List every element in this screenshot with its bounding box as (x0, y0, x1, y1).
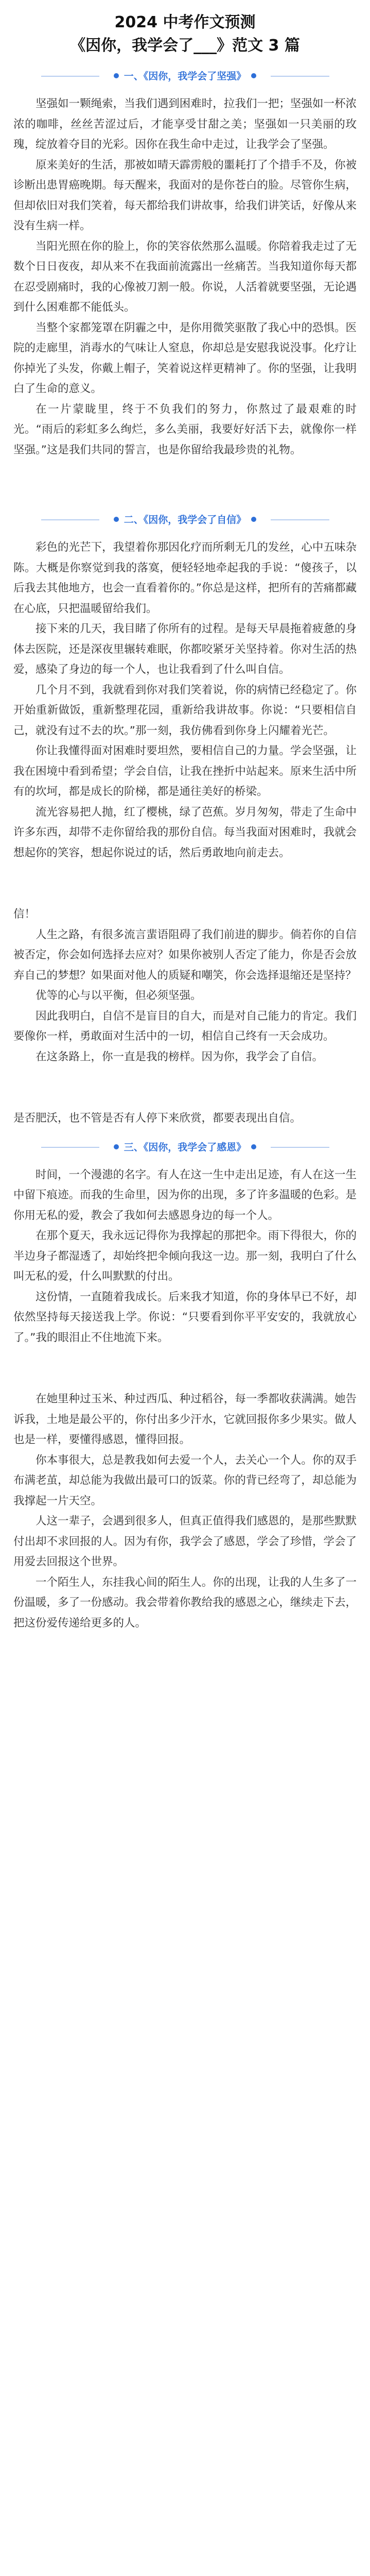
section-1-heading (41, 66, 329, 87)
section-2b-paragraph: 在这条路上，你一直是我的榜样。因为你，我学会了自信。 (36, 1050, 324, 1063)
section-3-paragraph: 是否肥沃，也不管是否有人停下来欣赏，都要表现出自信。 (13, 1112, 302, 1125)
section-1-heading-text: 一、《因你，我学会了坚强》 (124, 71, 246, 82)
section-2-paragraph: 信！ (13, 908, 36, 921)
document-title-line2: 《因你，我学会了___》范文 3 篇 (70, 37, 300, 55)
section-3-paragraph: 你本事很大，总是教我如何去爱一个人，去关心一个人。你的双手布满老茧，却总能为我做出最可口的饭菜。你的背已经弯了，却总能为我撑起一片天空。 (13, 1453, 357, 1507)
section-2-paragraph: 彩色的光芒下，我望着你那因化疗而所剩无几的发丝，心中五味杂陈。大概是你察觉到我的落寞，便轻轻地牵起我的手说：“傻孩子，以后我去其他地方，也会一直看着你的。”你总是这样，把所有的苦痛都藏在心底，只把温暖留给我们。 (13, 541, 357, 615)
bullet-dot-icon (251, 73, 256, 78)
section-3-paragraph: 在她里种过玉米、种过西瓜、种过稻谷，每一季都收获满满。她告诉我，土地是最公平的，你付出多少汗水，它就回报你多少果实。做人也是一样，要懂得感恩，懂得回报。 (13, 1393, 357, 1446)
section-3-paragraph: 时间，一个漫漶的名字。有人在这一生中走出足迹，有人在这一生中留下痕迹。而我的生命里，因为你的出现，多了许多温暖的色彩。是你用无私的爱，教会了我如何去感恩身边的每一个人。 (13, 1168, 357, 1222)
bullet-dot-icon (114, 73, 119, 78)
section-3-heading (41, 1137, 329, 1158)
section-3-paragraph: 在那个夏天，我永远记得你为我撑起的那把伞。雨下得很大，你的半边身子都湿透了，却始终把伞倾向我这一边。那一刻，我明白了什么叫无私的爱，什么叫默默的付出。 (13, 1229, 357, 1283)
section-3-paragraph: 人这一辈子，会遇到很多人，但真正值得我们感恩的，是那些默默付出却不求回报的人。因为有你，我学会了感恩，学会了珍惜，学会了用爱去回报这个世界。 (13, 1515, 357, 1568)
section-3-heading-text: 三、《因你，我学会了感恩》 (124, 1141, 246, 1153)
section-1-paragraph: 坚强如一颗绳索，当我们遇到困难时，拉我们一把；坚强如一杯浓浓的咖啡，丝丝苦涩过后，才能享受甘甜之美；坚强如一只美丽的玫瑰，绽放着夺目的光彩。因你在我生命中走过，让我学会了坚强。 (13, 97, 357, 151)
section-2-paragraph: 你让我懂得面对困难时要坦然，要相信自己的力量。学会坚强，让我在困境中看到希望；学会自信，让我在挫折中站起来。原来生活中所有的坎坷，都是成长的阶梯，都是通往美好的桥梁。 (13, 744, 357, 798)
bullet-dot-icon (251, 1144, 256, 1149)
section-1-paragraph: 在一片蒙眬里，终于不负我们的努力，你熬过了最艰难的时光。“雨后的彩虹多么绚烂，多么美丽，我要好好活下去，就像你一样坚强。”这是我们共同的誓言，也是你留给我最珍贵的礼物。 (13, 402, 357, 456)
section-2b-paragraph: 因此我明白，自信不是盲目的自大，而是对自己能力的肯定。我们要像你一样，勇敢面对生活中的一切，相信自己终有一天会成功。 (13, 1009, 357, 1043)
section-1-paragraph: 当阳光照在你的脸上，你的笑容依然那么温暖。你陪着我走过了无数个日日夜夜，却从来不在我面前流露出一丝痛苦。当我知道你每天都在忍受剧痛时，我的心像被刀割一般。你说，人活着就要坚强，无论遇到什么困难都不能低头。 (13, 240, 357, 314)
section-2b-paragraph: 人生之路，有很多流言蜚语阻碍了我们前进的脚步。倘若你的自信被否定，你会如何选择去应对？如果你被别人否定了能力，你是否会放弃自己的梦想？如果面对他人的质疑和嘲笑，你会选择退缩还是坚持？ (13, 928, 357, 982)
section-1-paragraph: 原来美好的生活，那被如晴天霹雳般的噩耗打了个措手不及，你被诊断出患胃癌晚期。每天醒来，我面对的是你苍白的脸。尽管你生病，但却依旧对我们笑着，每天都给我们讲故事，给我们讲笑话，好像从来没有生病一样。 (13, 158, 357, 232)
section-1-paragraph: 当整个家都笼罩在阴霾之中，是你用微笑驱散了我心中的恐惧。医院的走廊里，消毒水的气味让人窒息，你却总是安慰我说没事。化疗让你掉光了头发，你戴上帽子，笑着说这样更精神了。你的坚强，让我明白了生命的意义。 (13, 321, 357, 395)
section-2-paragraph: 接下来的几天，我目睹了你所有的过程。是每天早晨拖着疲惫的身体去医院，还是深夜里辗转难眠，你都咬紧牙关坚持着。你对生活的热爱，感染了身边的每一个人，也让我看到了什么叫自信。 (13, 622, 357, 676)
bullet-dot-icon (114, 1144, 119, 1149)
section-3-paragraph: 一个陌生人，东挂我心间的陌生人。你的出现，让我的人生多了一份温暖，多了一份感动。我会带着你教给我的感恩之心，继续走下去，把这份爱传递给更多的人。 (13, 1575, 357, 1630)
bullet-dot-icon (251, 517, 256, 522)
section-2-heading-text: 二、《因你，我学会了自信》 (124, 514, 246, 526)
section-2-heading (41, 510, 329, 530)
bullet-dot-icon (114, 517, 119, 522)
section-2b-paragraph: 优等的心与以平衡，但必须坚强。 (36, 989, 202, 1002)
section-2-paragraph: 几个月不到，我就看到你对我们笑着说，你的病情已经稳定了。你开始重新做饭，重新整理花园，重新给我讲故事。你说：“只要相信自己，就没有过不去的坎。”那一刻，我仿佛看到你身上闪耀着光芒。 (13, 683, 357, 737)
document-title-line1: 2024 中考作文预测 (114, 13, 256, 31)
section-2-paragraph: 流光容易把人抛，红了樱桃，绿了芭蕉。岁月匆匆，带走了生命中许多东西，却带不走你留给我的那份自信。每当我面对困难时，我就会想起你的笑容，想起你说过的话，然后勇敢地向前走去。 (13, 805, 357, 859)
section-3-paragraph: 这份情，一直随着我成长。后来我才知道，你的身体早已不好，却依然坚持每天接送我上学。你说：“只要看到你平平安安的，我就放心了。”我的眼泪止不住地流下来。 (13, 1290, 357, 1344)
